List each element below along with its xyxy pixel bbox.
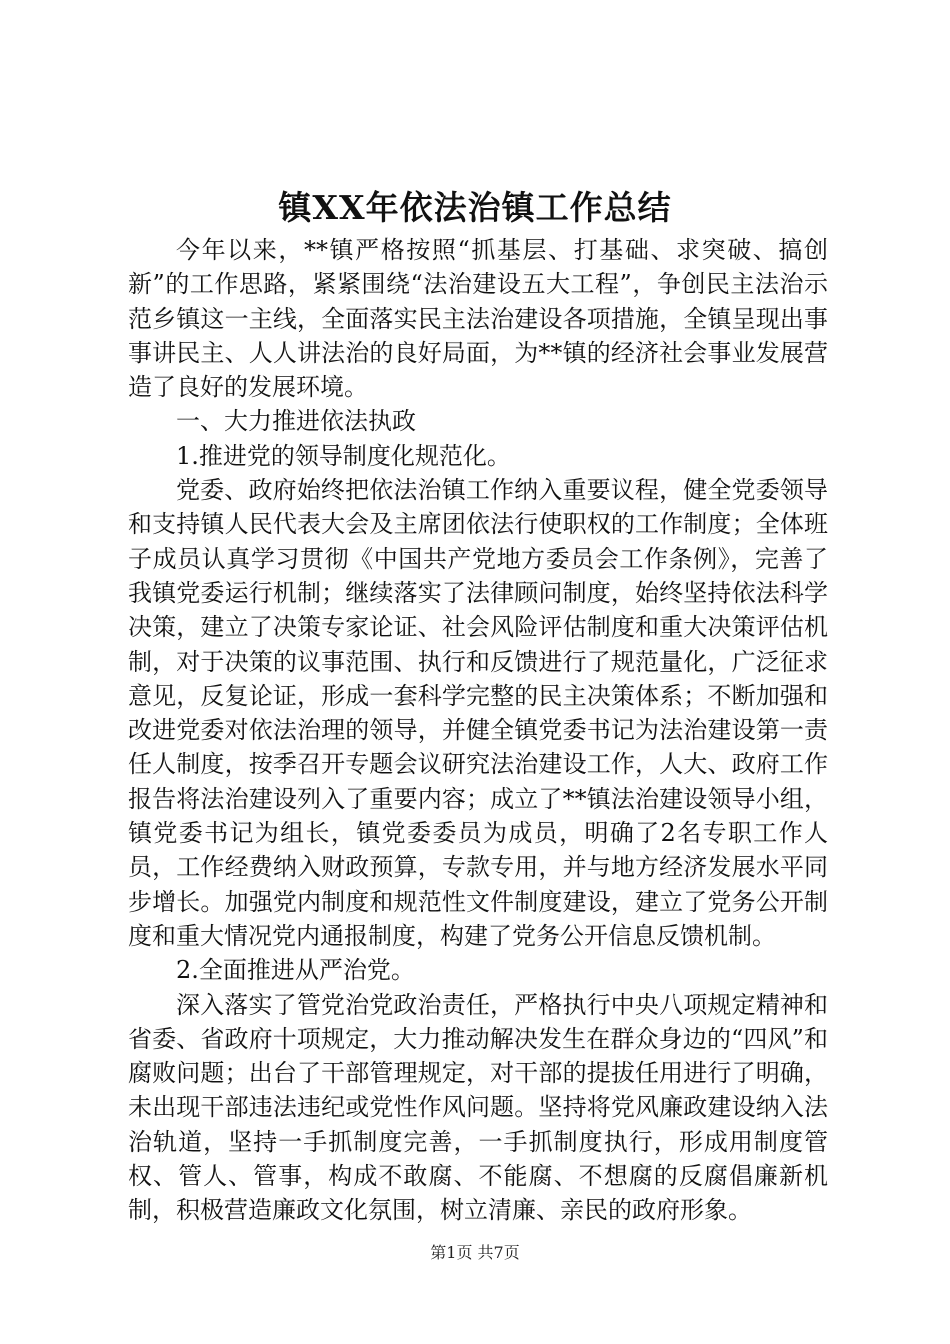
- section-heading: 一、大力推进依法执政: [176, 407, 416, 436]
- subsection-heading: 1.推进党的领导制度化规范化。: [176, 441, 511, 470]
- page-footer: 第1页 共7页: [430, 1243, 520, 1262]
- paragraph: 党委、政府始终把依法治镇工作纳入重要议程，健全党委领导和支持镇人民代表大会及主席团依法行使职权的工作制度；全体班子成员认真学习贯彻《中国共产党地方委员会工作条例》，完善了我镇党委运行机制；继续落实了法律顾问制度，始终坚持依法科学决策，建立了决策专家论证、社会风险评估制度和重大决策评估机制，对于决策的议事范围、执行和反馈进行了规范量化，广泛征求意见，反复论证，形成一套科学完整的民主决策体系；不断加强和改进党委对依法治理的领导，并健全镇党委书记为法治建设第一责任人制度，按季召开专题会议研究法治建设工作，人大、政府工作报告将法治建设列入了重要内容；成立了**镇法治建设领导小组，镇党委书记为组长，镇党委委员为成员，明确了2名专职工作人员，工作经费纳入财政预算，专款专用，并与地方经济发展水平同步增长。加强党内制度和规范性文件制度建设，建立了党务公开制度和重大情况党内通报制度，构建了党务公开信息反馈机制。: [128, 476, 828, 950]
- subsection-heading: 2.全面推进从严治党。: [176, 956, 415, 985]
- paragraph: 深入落实了管党治党政治责任，严格执行中央八项规定精神和省委、省政府十项规定，大力推动解决发生在群众身边的“四风”和腐败问题；出台了干部管理规定，对干部的提拔任用进行了明确，未出现干部违法违纪或党性作风问题。坚持将党风廉政建设纳入法治轨道，坚持一手抓制度完善，一手抓制度执行，形成用制度管权、管人、管事，构成不敢腐、不能腐、不想腐的反腐倡廉新机制，积极营造廉政文化氛围，树立清廉、亲民的政府形象。: [128, 990, 828, 1225]
- document-body: [128, 233, 828, 1228]
- document-title: 镇XX年依法治镇工作总结: [278, 188, 672, 227]
- paragraph-intro: 今年以来，**镇严格按照“抓基层、打基础、求突破、搞创新”的工作思路，紧紧围绕“法治建设五大工程”，争创民主法治示范乡镇这一主线，全面落实民主法治建设各项措施，全镇呈现出事事讲民主、人人讲法治的良好局面，为**镇的经济社会事业发展营造了良好的发展环境。: [128, 236, 828, 402]
